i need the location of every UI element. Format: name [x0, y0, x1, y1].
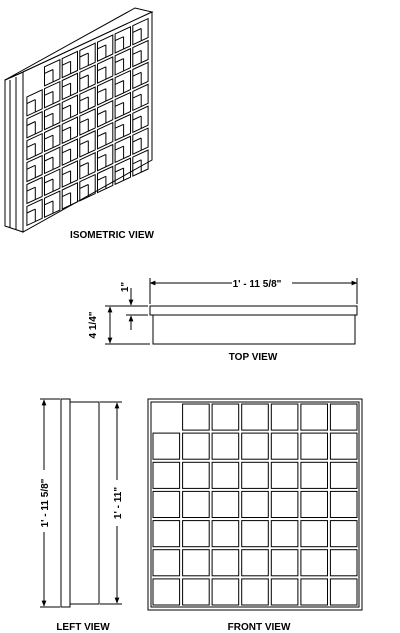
top-view-label: TOP VIEW: [228, 352, 278, 363]
left-view-lip: [61, 399, 70, 607]
top-view-lip: [150, 306, 357, 315]
overall-width-dimension: 1' - 11 5/8": [232, 279, 282, 290]
depth-dimension: 4 1/4": [88, 311, 99, 339]
overall-height-dimension: 1' - 11 5/8": [40, 478, 51, 528]
left-view-label: LEFT VIEW: [56, 622, 110, 633]
top-view: [105, 278, 357, 344]
top-view-body: [153, 315, 355, 344]
front-view-label: FRONT VIEW: [227, 622, 291, 633]
top-thickness-dimension: 1": [120, 281, 131, 293]
iso-side-panel: [5, 72, 23, 232]
front-view: [148, 399, 362, 610]
left-view-body: [70, 402, 99, 604]
inner-height-dimension: 1' - 11": [113, 486, 124, 520]
isometric-view-label: ISOMETRIC VIEW: [70, 230, 154, 241]
isometric-view: [5, 8, 152, 232]
